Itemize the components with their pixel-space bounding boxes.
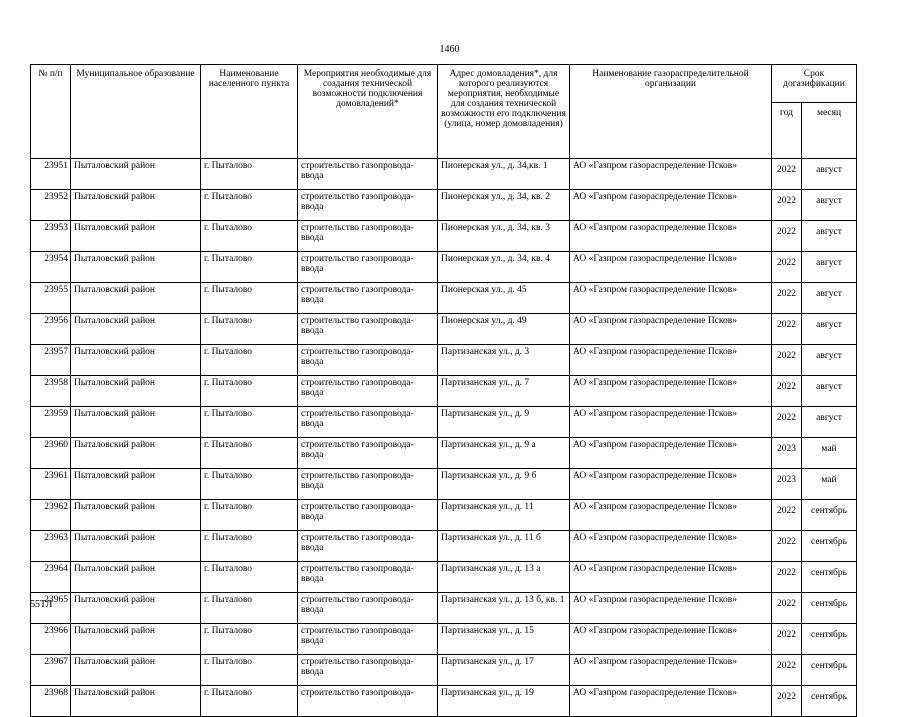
cell-year: 2022 bbox=[772, 531, 802, 562]
cell-activity: строительство газопровода-ввода bbox=[298, 562, 438, 593]
cell-month: сентябрь bbox=[802, 531, 857, 562]
cell-municipality: Пыталовский район bbox=[71, 531, 201, 562]
cell-settlement: г. Пыталово bbox=[201, 407, 298, 438]
cell-activity: строительство газопровода-ввода bbox=[298, 469, 438, 500]
cell-settlement: г. Пыталово bbox=[201, 345, 298, 376]
cell-organization: АО «Газпром газораспределение Псков» bbox=[570, 345, 772, 376]
cell-settlement: г. Пыталово bbox=[201, 438, 298, 469]
cell-num: 23960 bbox=[31, 438, 71, 469]
cell-num: 23954 bbox=[31, 252, 71, 283]
cell-month: сентябрь bbox=[802, 686, 857, 717]
cell-num: 23958 bbox=[31, 376, 71, 407]
cell-settlement: г. Пыталово bbox=[201, 686, 298, 717]
cell-address: Партизанская ул., д. 11 bbox=[438, 500, 570, 531]
cell-num: 23956 bbox=[31, 314, 71, 345]
page-number: 1460 bbox=[439, 44, 460, 55]
cell-month: май bbox=[802, 469, 857, 500]
cell-organization: АО «Газпром газораспределение Псков» bbox=[570, 655, 772, 686]
cell-organization: АО «Газпром газораспределение Псков» bbox=[570, 562, 772, 593]
cell-address: Партизанская ул., д. 7 bbox=[438, 376, 570, 407]
cell-num: 23968 bbox=[31, 686, 71, 717]
cell-year: 2022 bbox=[772, 159, 802, 190]
cell-address: Партизанская ул., д. 19 bbox=[438, 686, 570, 717]
cell-organization: АО «Газпром газораспределение Псков» bbox=[570, 593, 772, 624]
cell-year: 2023 bbox=[772, 469, 802, 500]
cell-activity: строительство газопровода-ввода bbox=[298, 624, 438, 655]
cell-activity: строительство газопровода-ввода bbox=[298, 190, 438, 221]
table-row bbox=[31, 314, 857, 345]
cell-month: сентябрь bbox=[802, 624, 857, 655]
cell-year: 2022 bbox=[772, 407, 802, 438]
cell-municipality: Пыталовский район bbox=[71, 190, 201, 221]
header-organization: Наименование газораспределительной организации bbox=[570, 65, 772, 159]
table-row bbox=[31, 624, 857, 655]
cell-settlement: г. Пыталово bbox=[201, 190, 298, 221]
cell-address: Пионерская ул., д. 34, кв. 3 bbox=[438, 221, 570, 252]
cell-organization: АО «Газпром газораспределение Псков» bbox=[570, 531, 772, 562]
cell-organization: АО «Газпром газораспределение Псков» bbox=[570, 159, 772, 190]
cell-activity: строительство газопровода-ввода bbox=[298, 531, 438, 562]
cell-organization: АО «Газпром газораспределение Псков» bbox=[570, 500, 772, 531]
cell-municipality: Пыталовский район bbox=[71, 686, 201, 717]
cell-activity: строительство газопровода-ввода bbox=[298, 376, 438, 407]
cell-organization: АО «Газпром газораспределение Псков» bbox=[570, 469, 772, 500]
cell-month: август bbox=[802, 345, 857, 376]
cell-month: август bbox=[802, 190, 857, 221]
table-row bbox=[31, 531, 857, 562]
table-row bbox=[31, 159, 857, 190]
cell-settlement: г. Пыталово bbox=[201, 252, 298, 283]
cell-municipality: Пыталовский район bbox=[71, 159, 201, 190]
cell-settlement: г. Пыталово bbox=[201, 221, 298, 252]
cell-year: 2022 bbox=[772, 221, 802, 252]
cell-address: Партизанская ул., д. 11 б bbox=[438, 531, 570, 562]
cell-settlement: г. Пыталово bbox=[201, 593, 298, 624]
table-row bbox=[31, 283, 857, 314]
cell-num: 23957 bbox=[31, 345, 71, 376]
cell-organization: АО «Газпром газораспределение Псков» bbox=[570, 407, 772, 438]
header-month: месяц bbox=[802, 103, 857, 159]
table-row bbox=[31, 345, 857, 376]
cell-year: 2022 bbox=[772, 190, 802, 221]
cell-organization: АО «Газпром газораспределение Псков» bbox=[570, 438, 772, 469]
table-row bbox=[31, 221, 857, 252]
gasification-table bbox=[30, 64, 857, 717]
cell-year: 2022 bbox=[772, 345, 802, 376]
cell-municipality: Пыталовский район bbox=[71, 345, 201, 376]
cell-organization: АО «Газпром газораспределение Псков» bbox=[570, 376, 772, 407]
cell-municipality: Пыталовский район bbox=[71, 376, 201, 407]
cell-month: август bbox=[802, 221, 857, 252]
cell-activity: строительство газопровода-ввода bbox=[298, 438, 438, 469]
header-activities: Мероприятия необходимые для создания технической возможности подключения домовладений* bbox=[298, 65, 438, 159]
cell-year: 2022 bbox=[772, 376, 802, 407]
header-deadline: Срок догазификации bbox=[772, 65, 857, 103]
cell-activity: строительство газопровода-ввода bbox=[298, 655, 438, 686]
cell-municipality: Пыталовский район bbox=[71, 438, 201, 469]
cell-year: 2022 bbox=[772, 593, 802, 624]
cell-settlement: г. Пыталово bbox=[201, 314, 298, 345]
table-row bbox=[31, 469, 857, 500]
cell-num: 23964 bbox=[31, 562, 71, 593]
cell-year: 2022 bbox=[772, 655, 802, 686]
cell-address: Партизанская ул., д. 15 bbox=[438, 624, 570, 655]
cell-municipality: Пыталовский район bbox=[71, 407, 201, 438]
cell-municipality: Пыталовский район bbox=[71, 624, 201, 655]
cell-num: 23953 bbox=[31, 221, 71, 252]
cell-organization: АО «Газпром газораспределение Псков» bbox=[570, 686, 772, 717]
cell-activity: строительство газопровода-ввода bbox=[298, 159, 438, 190]
cell-year: 2022 bbox=[772, 252, 802, 283]
cell-year: 2022 bbox=[772, 686, 802, 717]
cell-municipality: Пыталовский район bbox=[71, 655, 201, 686]
cell-num: 23965 bbox=[31, 593, 71, 624]
table-row bbox=[31, 190, 857, 221]
cell-address: Пионерская ул., д. 34, кв. 2 bbox=[438, 190, 570, 221]
cell-settlement: г. Пыталово bbox=[201, 500, 298, 531]
cell-organization: АО «Газпром газораспределение Псков» bbox=[570, 221, 772, 252]
header-settlement: Наименование населенного пункта bbox=[201, 65, 298, 159]
cell-municipality: Пыталовский район bbox=[71, 283, 201, 314]
cell-settlement: г. Пыталово bbox=[201, 159, 298, 190]
cell-activity: строительство газопровода-ввода bbox=[298, 593, 438, 624]
cell-activity: строительство газопровода-ввода bbox=[298, 500, 438, 531]
cell-month: август bbox=[802, 283, 857, 314]
cell-address: Партизанская ул., д. 13 б, кв. 1 bbox=[438, 593, 570, 624]
table-row bbox=[31, 562, 857, 593]
cell-settlement: г. Пыталово bbox=[201, 283, 298, 314]
cell-settlement: г. Пыталово bbox=[201, 376, 298, 407]
cell-num: 23959 bbox=[31, 407, 71, 438]
cell-address: Партизанская ул., д. 9 bbox=[438, 407, 570, 438]
cell-municipality: Пыталовский район bbox=[71, 469, 201, 500]
cell-address: Пионерская ул., д. 49 bbox=[438, 314, 570, 345]
cell-settlement: г. Пыталово bbox=[201, 562, 298, 593]
cell-organization: АО «Газпром газораспределение Псков» bbox=[570, 624, 772, 655]
cell-municipality: Пыталовский район bbox=[71, 252, 201, 283]
cell-month: сентябрь bbox=[802, 500, 857, 531]
cell-organization: АО «Газпром газораспределение Псков» bbox=[570, 252, 772, 283]
cell-address: Партизанская ул., д. 17 bbox=[438, 655, 570, 686]
cell-activity: строительство газопровода-ввода bbox=[298, 345, 438, 376]
header-address: Адрес домовладения*, для которого реализуются мероприятия, необходимые для создания технической возможности его подключения (улица, номер домовладения) bbox=[438, 65, 570, 159]
cell-month: август bbox=[802, 376, 857, 407]
table-body bbox=[31, 159, 857, 717]
cell-activity: строительство газопровода-ввода bbox=[298, 221, 438, 252]
cell-address: Партизанская ул., д. 13 а bbox=[438, 562, 570, 593]
cell-address: Партизанская ул., д. 9 б bbox=[438, 469, 570, 500]
table-row bbox=[31, 407, 857, 438]
cell-year: 2022 bbox=[772, 314, 802, 345]
cell-year: 2023 bbox=[772, 438, 802, 469]
table-row bbox=[31, 438, 857, 469]
table-row bbox=[31, 593, 857, 624]
cell-year: 2022 bbox=[772, 562, 802, 593]
cell-settlement: г. Пыталово bbox=[201, 531, 298, 562]
cell-activity: строительство газопровода-ввода bbox=[298, 314, 438, 345]
cell-num: 23963 bbox=[31, 531, 71, 562]
cell-settlement: г. Пыталово bbox=[201, 624, 298, 655]
table-row bbox=[31, 376, 857, 407]
cell-num: 23966 bbox=[31, 624, 71, 655]
cell-month: май bbox=[802, 438, 857, 469]
table-row bbox=[31, 686, 857, 717]
cell-num: 23951 bbox=[31, 159, 71, 190]
header-municipality: Муниципальное образование bbox=[71, 65, 201, 159]
cell-municipality: Пыталовский район bbox=[71, 221, 201, 252]
cell-month: август bbox=[802, 159, 857, 190]
cell-year: 2022 bbox=[772, 283, 802, 314]
cell-month: сентябрь bbox=[802, 593, 857, 624]
cell-municipality: Пыталовский район bbox=[71, 314, 201, 345]
cell-settlement: г. Пыталово bbox=[201, 469, 298, 500]
cell-address: Партизанская ул., д. 3 bbox=[438, 345, 570, 376]
cell-activity: строительство газопровода-ввода bbox=[298, 407, 438, 438]
cell-activity: строительство газопровода-ввода bbox=[298, 252, 438, 283]
cell-municipality: Пыталовский район bbox=[71, 562, 201, 593]
cell-month: сентябрь bbox=[802, 562, 857, 593]
cell-month: август bbox=[802, 252, 857, 283]
table-row bbox=[31, 655, 857, 686]
cell-num: 23961 bbox=[31, 469, 71, 500]
cell-num: 23955 bbox=[31, 283, 71, 314]
table-row bbox=[31, 252, 857, 283]
cell-month: август bbox=[802, 407, 857, 438]
gasification-table-wrapper bbox=[30, 64, 857, 717]
table-row bbox=[31, 500, 857, 531]
cell-num: 23952 bbox=[31, 190, 71, 221]
cell-municipality: Пыталовский район bbox=[71, 593, 201, 624]
cell-address: Пионерская ул., д. 34,кв. 1 bbox=[438, 159, 570, 190]
cell-num: 23962 bbox=[31, 500, 71, 531]
cell-municipality: Пыталовский район bbox=[71, 500, 201, 531]
cell-year: 2022 bbox=[772, 500, 802, 531]
footer-code: 55ТЛ bbox=[30, 599, 53, 610]
cell-num: 23967 bbox=[31, 655, 71, 686]
cell-month: сентябрь bbox=[802, 655, 857, 686]
cell-settlement: г. Пыталово bbox=[201, 655, 298, 686]
cell-month: август bbox=[802, 314, 857, 345]
cell-organization: АО «Газпром газораспределение Псков» bbox=[570, 283, 772, 314]
cell-address: Пионерская ул., д. 34, кв. 4 bbox=[438, 252, 570, 283]
header-year: год bbox=[772, 103, 802, 159]
cell-address: Пионерская ул., д. 45 bbox=[438, 283, 570, 314]
cell-address: Партизанская ул., д. 9 а bbox=[438, 438, 570, 469]
header-num: № п/п bbox=[31, 65, 71, 159]
cell-activity: строительство газопровода-ввода bbox=[298, 283, 438, 314]
cell-organization: АО «Газпром газораспределение Псков» bbox=[570, 314, 772, 345]
cell-organization: АО «Газпром газораспределение Псков» bbox=[570, 190, 772, 221]
cell-year: 2022 bbox=[772, 624, 802, 655]
cell-activity: строительство газопровода- bbox=[298, 686, 438, 717]
